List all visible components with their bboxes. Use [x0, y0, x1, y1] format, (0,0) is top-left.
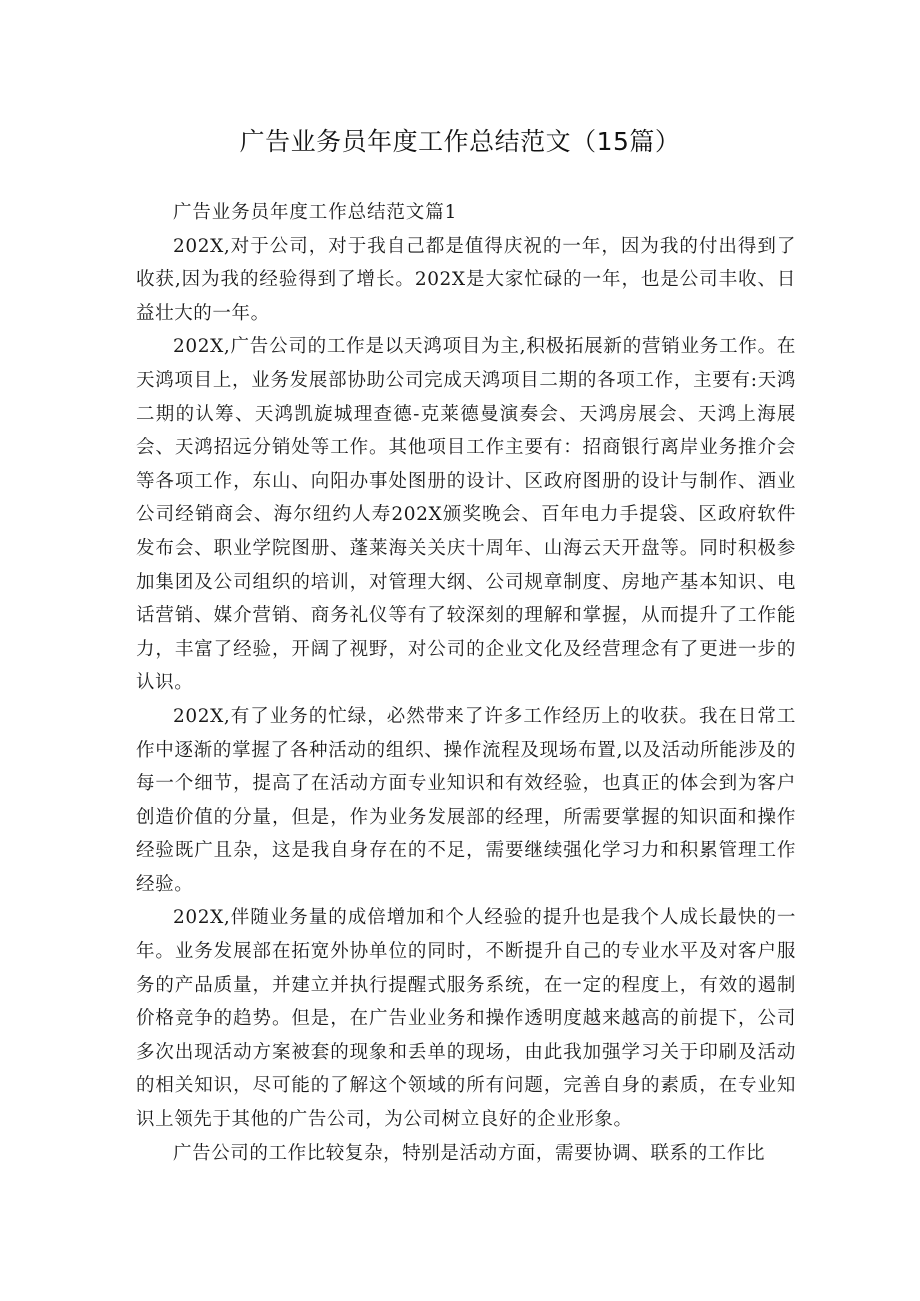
- paragraph: 202X,有了业务的忙绿，必然带来了许多工作经历上的收获。我在日常工作中逐渐的掌握了各种活动的组织、操作流程及现场布置,以及活动所能涉及的每一个细节，提高了在活动方面专业知识和有效经验，也真正的体会到为客户创造价值的分量，但是，作为业务发展部的经理，所需要掌握的知识面和操作经验既广且杂，这是我自身存在的不足，需要继续强化学习力和积累管理工作经验。: [136, 705, 796, 895]
- section-heading: 广告业务员年度工作总结范文篇1: [173, 202, 458, 223]
- paragraph: 202X,对于公司，对于我自己都是值得庆祝的一年，因为我的付出得到了收获,因为我的经验得到了增长。202X是大家忙碌的一年，也是公司丰收、日益壮大的一年。: [136, 235, 796, 324]
- paragraph: 202X,伴随业务量的成倍增加和个人经验的提升也是我个人成长最快的一年。业务发展部在拓宽外协单位的同时，不断提升自己的专业水平及对客户服务的产品质量，并建立并执行提醒式服务系统，在一定的程度上，有效的遏制价格竞争的趋势。但是，在广告业业务和操作透明度越来越高的前提下，公司多次出现活动方案被套的现象和丢单的现场，由此我加强学习关于印刷及活动的相关知识，尽可能的了解这个领域的所有问题，完善自身的素质，在专业知识上领先于其他的广告公司，为公司树立良好的企业形象。: [136, 907, 796, 1131]
- paragraph: 广告公司的工作比较复杂，特别是活动方面，需要协调、联系的工作比: [173, 1142, 766, 1164]
- paragraph: 202X,广告公司的工作是以天鸿项目为主,积极拓展新的营销业务工作。在天鸿项目上，业务发展部协助公司完成天鸿项目二期的各项工作，主要有:天鸿二期的认筹、天鸿凯旋城理查德-克莱德曼演奏会、天鸿房展会、天鸿上海展会、天鸿招远分销处等工作。其他项目工作主要有：招商银行离岸业务推介会等各项工作，东山、向阳办事处图册的设计、区政府图册的设计与制作、酒业公司经销商会、海尔纽约人寿202X颁奖晚会、百年电力手提袋、区政府软件发布会、职业学院图册、蓬莱海关关庆十周年、山海云天开盘等。同时积极参加集团及公司组织的培训，对管理大纲、公司规章制度、房地产基本知识、电话营销、媒介营销、商务礼仪等有了较深刻的理解和掌握，从而提升了工作能力，丰富了经验，开阔了视野，对公司的企业文化及经营理念有了更进一步的认识。: [136, 336, 796, 694]
- document-title: 广告业务员年度工作总结范文（15篇）: [239, 127, 681, 156]
- document-body: [136, 196, 796, 1170]
